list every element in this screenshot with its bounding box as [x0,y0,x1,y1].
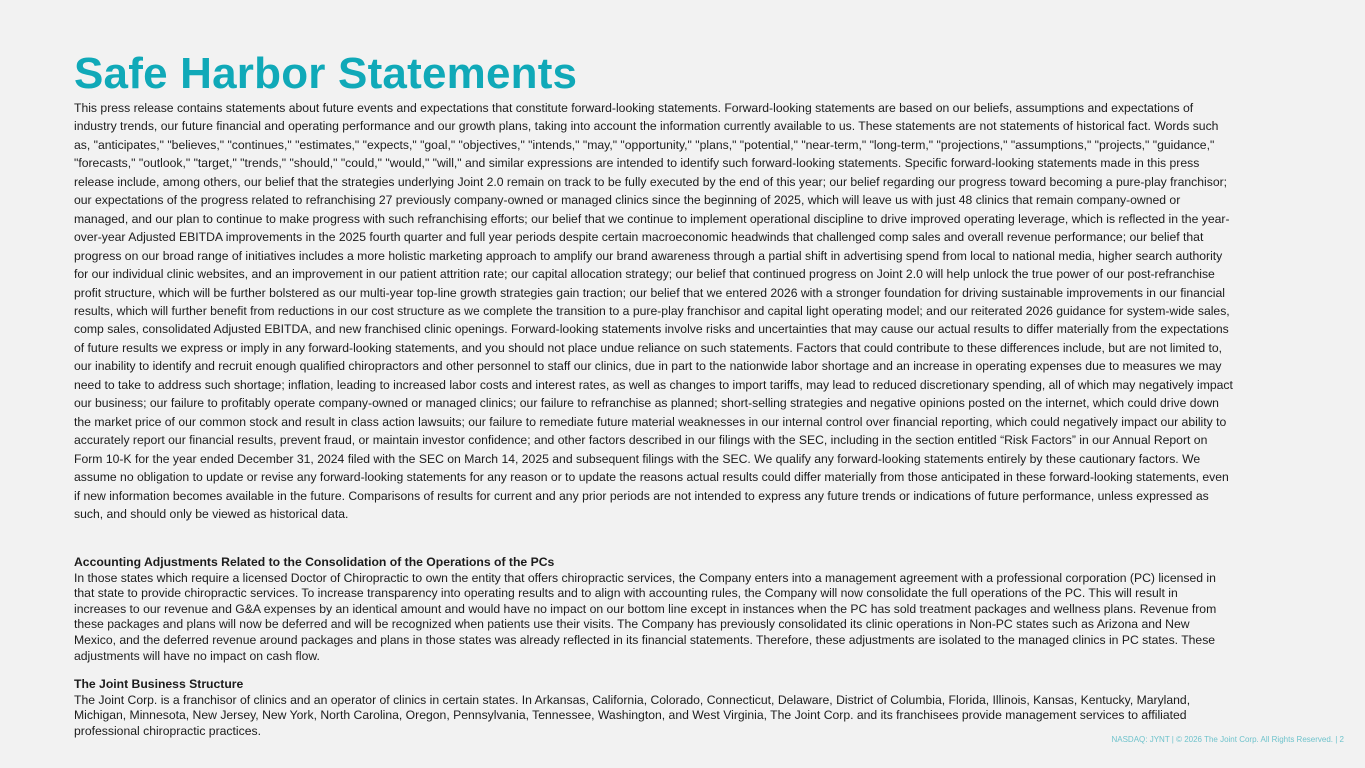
paragraph-line: comp sales, consolidated Adjusted EBITDA, and new franchised clinic openings. Forward-looking statements involve risks and uncertainties that may cause our actual results to differ materially from the expectations [74,322,1229,337]
paragraph-line: progress on our broad range of initiatives includes a more holistic marketing approach to amplify our brand awareness through a partial shift in advertising spend from local to national media, higher search authority [74,248,1223,263]
paragraph-line: of future results we express or imply in any forward-looking statements, and you should not place undue reliance on such statements. Factors that could contribute to these differences include, but are not limited to, [74,340,1223,355]
paragraph-line: adjustments will have no impact on cash flow. [74,648,320,663]
paragraph-line: In those states which require a licensed Doctor of Chiropractic to own the entity that offers chiropractic services, the Company enters into a management agreement with a professional corporation (PC) licensed in [74,570,1216,585]
paragraph-line: increases to our revenue and G&A expenses by an identical amount and would have no impact on our bottom line except in instances when the PC has sold treatment packages and wellness plans. Revenue from [74,601,1217,616]
paragraph-line: the market price of our common stock and result in class action lawsuits; our failure to remediate future material weaknesses in our internal control over financial reporting, which could negatively impact our ability to [74,414,1227,429]
paragraph-line: release include, among others, our belief that the strategies underlying Joint 2.0 remain on track to be fully executed by the end of this year; our belief regarding our progress toward becoming a pure-play franchisor; [74,174,1228,189]
paragraph-line: such, and should only be viewed as historical data. [74,506,349,521]
paragraph-line: results, which will further benefit from reductions in our cost structure as we complete the transition to a pure-play franchisor and capital light operating model; and our reiterated 2026 guidance for system-wide sales, [74,303,1230,318]
paragraph-line: need to take to address such shortage; inflation, leading to increased labor costs and interest rates, as well as changes to import tariffs, may lead to reduced discretionary spending, all of which may negatively impact [74,377,1233,392]
paragraph-line: that state to provide chiropractic services. To increase transparency into operating results and to align with accounting rules, the Company will now consolidate the full operations of the PC. This will result in [74,586,1178,601]
paragraph-line: assume no obligation to update or revise any forward-looking statements for any reason or to update the reasons actual results could differ materially from those anticipated in these forward-looking statements, even [74,470,1229,485]
paragraph-line: our inability to identify and recruit enough qualified chiropractors and other personnel to staff our clinics, due in part to the nationwide labor shortage and an increase in operating expenses due to measures we may [74,359,1222,374]
paragraph-line: The Joint Corp. is a franchisor of clinics and an operator of clinics in certain states. In Arkansas, California, Colorado, Connecticut, Delaware, District of Columbia, Florida, Illinois, Kansas, Kentucky, Maryland, [74,692,1191,707]
safe-harbor-paragraph [74,99,1304,523]
paragraph-line: our business; our failure to profitably operate company-owned or managed clinics; our failure to refranchise as planned; short-selling strategies and negative opinions posted on the internet, which could drive down [74,396,1219,411]
paragraph-line: Michigan, Minnesota, New Jersey, New York, North Carolina, Oregon, Pennsylvania, Tennessee, Washington, and West Virginia, The Joint Corp. and its franchisees provide management services to affiliated [74,708,1187,723]
paragraph-line: profit structure, which will be further bolstered as our multi-year top-line growth strategies gain traction; our belief that we entered 2026 with a stronger foundation for driving sustainable improvements in our financial [74,285,1225,300]
paragraph-line: these packages and plans will now be deferred and will be recognized when patients use their visits. The Company has previously consolidated its clinic operations in Non-PC states such as Arizona and New [74,617,1190,632]
paragraph-line: industry trends, our future financial and operating performance and our growth plans, taking into account the information currently available to us. These statements are not statements of historical fact. Words such [74,119,1219,134]
paragraph-line: Mexico, and the deferred revenue around packages and plans in those states was already reflected in its financial statements. Therefore, these adjustments are isolated to the managed clinics in PC states. These [74,632,1216,647]
paragraph-line: accurately report our financial results, prevent fraud, or maintain investor confidence; and other factors described in our filings with the SEC, including in the section entitled “Risk Factors” in our Annual Report on [74,433,1208,448]
paragraph-line: for our individual clinic websites, and an improvement in our patient attrition rate; our capital allocation strategy; our belief that continued progress on Joint 2.0 will help unlock the true power of our post-refranchise [74,267,1215,282]
section-heading: The Joint Business Structure [74,677,244,691]
paragraph-line: our expectations of the progress related to refranchising 27 previously company-owned or managed clinics since the beginning of 2025, which will leave us with just 48 clinics that remain company-owned or [74,193,1181,208]
paragraph-line: if new information becomes available in the future. Comparisons of results for current and any prior periods are not intended to express any future trends or indications of future performance, unless expressed as [74,488,1209,503]
page-title: Safe Harbor Statements [74,49,578,98]
section-heading: Accounting Adjustments Related to the Consolidation of the Operations of the PCs [74,555,555,569]
paragraph-line: This press release contains statements about future events and expectations that constitute forward-looking statements. Forward-looking statements are based on our beliefs, assumptions and expectations of [74,101,1194,115]
paragraph-line: as, "anticipates," "believes," "continues," "estimates," "expects," "goal," "objectives," "intends," "may," "opportunity," "plans," "potential," "near-term," "long-term," "projections," "assumptions," "projects," "guidance," [74,137,1215,152]
slide-footer: NASDAQ: JYNT | © 2026 The Joint Corp. All Rights Reserved. | 2 [1111,735,1344,744]
paragraph-line: over-year Adjusted EBITDA improvements in the 2025 fourth quarter and full year periods despite certain macroeconomic headwinds that challenged comp sales and overall revenue performance; our belief that [74,230,1204,245]
paragraph-line: "forecasts," "outlook," "target," "trends," "should," "could," "would," "will," and similar expressions are intended to identify such forward-looking statements. Specific forward-looking statements made in this press [74,156,1200,171]
accounting-adjustments-section [74,555,1304,664]
paragraph-line: professional chiropractic practices. [74,723,261,738]
business-structure-section [74,677,1304,739]
paragraph-line: managed, and our plan to continue to make progress with such refranchising efforts; our belief that we continue to implement operational discipline to drive improved operating leverage, which is reflected in the year- [74,211,1230,226]
paragraph-line: Form 10-K for the year ended December 31, 2024 filed with the SEC on March 14, 2025 and subsequent filings with the SEC. We qualify any forward-looking statements entirely by these cautionary factors. We [74,451,1201,466]
